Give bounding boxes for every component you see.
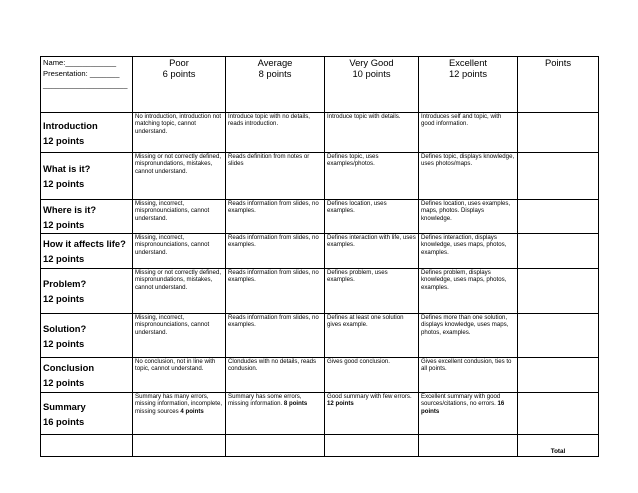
descriptor-excellent (419, 393, 518, 435)
descriptor-poor: Missing or not correctly defined, mispronundations, mistakes, cannot understand. (133, 269, 226, 314)
descriptor-excellent: Defines topic, displays knowledge, uses photos/maps. (419, 153, 518, 200)
criterion-cell (41, 358, 133, 393)
points-entry-cell[interactable] (518, 314, 599, 358)
criterion-points: 12 points (43, 293, 85, 304)
presentation-line: Presentation: _______ (43, 69, 120, 78)
points-entry-cell[interactable] (518, 358, 599, 393)
descriptor-poor: Missing or not correctly defined, mispronundations, mistakes, cannot understand. (133, 153, 226, 200)
level-header-poor (133, 57, 226, 113)
criterion-name: Introduction (43, 119, 98, 131)
rubric-row-problem (41, 269, 599, 314)
descriptor-text: Summary has some errors, missing information. (228, 393, 302, 408)
total-blank-cell (133, 435, 226, 457)
descriptor-excellent: Defines location, uses examples, maps, photos. Displays knowledge. (419, 200, 518, 234)
total-blank-cell (41, 435, 133, 457)
level-name: Excellent (448, 57, 488, 68)
rubric-row-how-it-affects-life (41, 234, 599, 269)
criterion-name: Where is it? (43, 203, 97, 215)
criterion-name: Problem? (43, 278, 87, 289)
rubric-row-what-is-it (41, 153, 599, 200)
criterion-points: 12 points (43, 337, 85, 349)
descriptor-very-good: Defines interaction with life, uses examples. (325, 234, 419, 269)
descriptor-excellent: Introduces self and topic, with good information. (419, 113, 518, 153)
descriptor-average: Introduce topic with no details, reads introduction. (226, 113, 325, 153)
descriptor-poor: No introduction, introduction not matching topic, cannot understand. (133, 113, 226, 153)
descriptor-poor: Missing, incorrect, mispronounciations, cannot understand. (133, 200, 226, 234)
points-entry-cell[interactable] (518, 269, 599, 314)
criterion-name: Summary (43, 400, 86, 412)
criterion-points: 12 points (43, 253, 85, 264)
level-name: Very Good (349, 57, 394, 68)
descriptor-excellent: Gives excellent condusion, ties to all points. (419, 358, 518, 393)
points-entry-cell[interactable] (518, 153, 599, 200)
criterion-cell (41, 234, 133, 269)
descriptor-very-good: Gives good conclusion. (325, 358, 419, 393)
rubric-row-summary (41, 393, 599, 435)
points-entry-cell[interactable] (518, 113, 599, 153)
level-points: 8 points (258, 68, 292, 79)
total-blank-cell (419, 435, 518, 457)
descriptor-very-good: Defines topic, uses examples/photos. (325, 153, 419, 200)
criterion-name: Solution? (43, 322, 87, 334)
descriptor-average: Reads information from slides, no examples. (226, 269, 325, 314)
criterion-cell (41, 113, 133, 153)
descriptor-average: Clondudes with no details, reads condusion. (226, 358, 325, 393)
descriptor-poor: Missing, incorrect, mispronounciations, cannot understand. (133, 314, 226, 358)
criterion-points: 12 points (43, 218, 85, 230)
descriptor-text: Excellent summary with good sources/citations, no errors. (421, 393, 501, 408)
name-line: Name:____________ (43, 58, 117, 67)
criterion-name: What is it? (43, 163, 91, 174)
points-column-header: Points (518, 57, 599, 113)
points-entry-cell[interactable] (518, 200, 599, 234)
descriptor-text: Good summary with few errors. (327, 393, 412, 400)
descriptor-excellent: Defines problem, displays knowledge, uses maps, photos, examples. (419, 269, 518, 314)
criterion-name: Conclusion (43, 362, 95, 373)
descriptor-points: 8 points (283, 400, 308, 408)
descriptor-very-good: Defines at least one solution gives example. (325, 314, 419, 358)
descriptor-average: Reads information from slides, no examples. (226, 234, 325, 269)
descriptor-very-good (325, 393, 419, 435)
criterion-cell (41, 153, 133, 200)
criterion-points: 12 points (43, 178, 85, 189)
descriptor-average: Reads information from slides, no examples. (226, 314, 325, 358)
criterion-cell (41, 269, 133, 314)
descriptor-points: 16 points (421, 400, 505, 415)
criterion-cell (41, 393, 133, 435)
level-name: Poor (169, 57, 189, 68)
rubric-row-introduction (41, 113, 599, 153)
student-info-header (41, 57, 133, 113)
descriptor-average: Reads definition from notes or slides (226, 153, 325, 200)
level-points: 6 points (162, 68, 196, 79)
total-blank-cell (226, 435, 325, 457)
descriptor-text: Summary has many errors, missing information, incomplete, missing sources (135, 393, 223, 415)
level-points: 10 points (352, 68, 391, 79)
level-points: 12 points (448, 68, 488, 79)
points-entry-cell[interactable] (518, 234, 599, 269)
criterion-cell (41, 314, 133, 358)
descriptor-points: 4 points (180, 407, 204, 415)
descriptor-average: Reads information from slides, no examples. (226, 200, 325, 234)
descriptor-very-good: Introduce topic with details. (325, 113, 419, 153)
rubric-row-conclusion (41, 358, 599, 393)
criterion-name: How it affects life? (43, 238, 126, 249)
descriptor-poor: No conclusion, not in line with topic, cannot understand. (133, 358, 226, 393)
criterion-points: 12 points (43, 134, 85, 146)
rubric-row-solution (41, 314, 599, 358)
descriptor-very-good: Defines problem, uses examples. (325, 269, 419, 314)
criterion-points: 12 points (43, 377, 85, 388)
descriptor-excellent: Defines more than one solution, displays knowledge, uses maps, photos, examples. (419, 314, 518, 358)
descriptor-very-good: Defines location, uses examples. (325, 200, 419, 234)
level-header-excellent (419, 57, 518, 113)
header-row (41, 57, 599, 113)
level-header-average (226, 57, 325, 113)
descriptor-excellent: Defines interaction, displays knowledge, uses maps, photos, examples. (419, 234, 518, 269)
total-blank-cell (325, 435, 419, 457)
descriptor-poor: Missing, incorrect, mispronounciations, cannot understand. (133, 234, 226, 269)
descriptor-average (226, 393, 325, 435)
rubric-row-where-is-it (41, 200, 599, 234)
level-name: Average (257, 57, 293, 68)
descriptor-points: 12 points (327, 400, 354, 408)
level-header-very-good (325, 57, 419, 113)
grading-rubric-table (40, 56, 599, 457)
total-points-cell[interactable]: Total (518, 435, 599, 457)
points-entry-cell[interactable] (518, 393, 599, 435)
blank-line: ____________________ (43, 80, 128, 89)
criterion-cell (41, 200, 133, 234)
total-row (41, 435, 599, 457)
criterion-points: 16 points (43, 415, 85, 427)
descriptor-poor (133, 393, 226, 435)
